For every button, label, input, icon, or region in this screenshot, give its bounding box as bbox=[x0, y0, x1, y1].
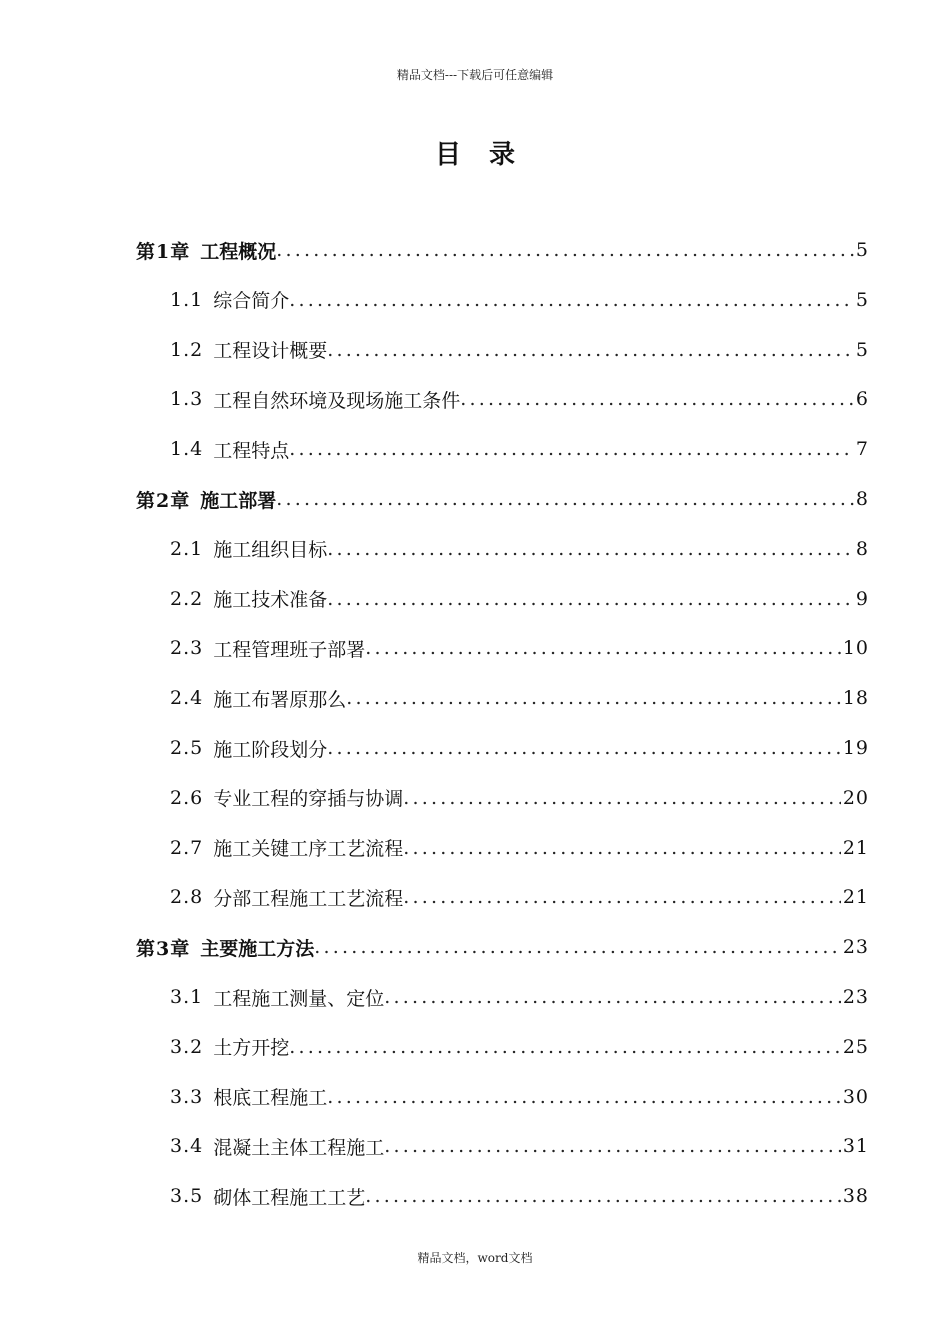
toc-entry-title: 工程概况 bbox=[200, 240, 277, 263]
toc-entry-number: 3.3 bbox=[170, 1085, 204, 1108]
toc-entry-page-number: 21 bbox=[842, 836, 869, 859]
toc-section-entry[interactable] bbox=[170, 1176, 869, 1216]
toc-section-entry[interactable] bbox=[170, 877, 869, 917]
toc-dot-leader bbox=[346, 687, 841, 709]
toc-section-entry[interactable] bbox=[170, 728, 869, 768]
toc-entry-page-number: 23 bbox=[842, 936, 869, 959]
toc-dot-leader bbox=[276, 488, 854, 510]
toc-dot-leader bbox=[460, 388, 854, 410]
toc-section-entry[interactable] bbox=[170, 330, 869, 370]
toc-dot-leader bbox=[403, 837, 841, 859]
toc-entry-page-number: 8 bbox=[855, 488, 869, 510]
toc-chapter-entry[interactable] bbox=[136, 479, 869, 519]
toc-entry-number: 第2章 bbox=[136, 489, 191, 512]
page-header: 精品文档---下载后可任意编辑 bbox=[396, 68, 554, 82]
toc-entry-title: 混凝土主体工程施工 bbox=[213, 1136, 385, 1159]
toc-entry-page-number: 6 bbox=[855, 388, 869, 411]
toc-dot-leader bbox=[384, 986, 841, 1008]
toc-entry-page-number: 5 bbox=[855, 239, 869, 261]
toc-dot-leader bbox=[289, 438, 854, 460]
toc-entry-number: 3.1 bbox=[170, 986, 204, 1008]
toc-section-entry[interactable] bbox=[170, 579, 869, 619]
toc-entry-page-number: 5 bbox=[855, 338, 869, 361]
toc-section-entry[interactable] bbox=[170, 977, 869, 1017]
toc-entry-number: 1.2 bbox=[170, 338, 204, 361]
toc-dot-leader bbox=[276, 239, 854, 261]
toc-section-entry[interactable] bbox=[170, 828, 869, 868]
toc-dot-leader bbox=[327, 1086, 841, 1108]
toc-entry-title: 工程特点 bbox=[213, 439, 290, 462]
toc-entry-title: 工程设计概要 bbox=[213, 340, 328, 363]
toc-dot-leader bbox=[327, 339, 854, 361]
toc-entry-page-number: 25 bbox=[842, 1035, 869, 1058]
toc-entry-page-number: 9 bbox=[855, 587, 869, 610]
toc-dot-leader bbox=[403, 886, 841, 908]
toc-entry-title: 施工阶段划分 bbox=[213, 738, 328, 761]
toc-entry-title: 施工技术准备 bbox=[213, 589, 328, 612]
toc-entry-number: 3.4 bbox=[170, 1135, 204, 1158]
toc-entry-title: 砌体工程施工工艺 bbox=[213, 1186, 366, 1209]
toc-section-entry[interactable] bbox=[170, 1126, 869, 1166]
toc-entry-page-number: 23 bbox=[842, 986, 869, 1008]
toc-entry-number: 1.3 bbox=[170, 388, 204, 411]
toc-entry-number: 2.1 bbox=[170, 537, 204, 560]
toc-entry-page-number: 21 bbox=[842, 886, 869, 909]
toc-entry-number: 2.7 bbox=[170, 836, 204, 859]
toc-dot-leader bbox=[365, 637, 841, 659]
toc-entry-title: 工程管理班子部署 bbox=[213, 638, 366, 661]
toc-section-entry[interactable] bbox=[170, 678, 869, 718]
toc-chapter-entry[interactable] bbox=[136, 927, 869, 967]
toc-dot-leader bbox=[403, 787, 841, 809]
toc-entry-page-number: 5 bbox=[855, 288, 869, 311]
toc-dot-leader bbox=[327, 538, 854, 560]
toc-entry-title: 根底工程施工 bbox=[213, 1087, 328, 1110]
toc-entry-title: 施工布署原那么 bbox=[213, 688, 347, 711]
toc-entry-page-number: 18 bbox=[842, 687, 869, 710]
toc-entry-number: 第3章 bbox=[136, 937, 191, 960]
toc-section-entry[interactable] bbox=[170, 1027, 869, 1067]
toc-entry-number: 1.1 bbox=[170, 288, 204, 311]
toc-entry-title: 专业工程的穿插与协调 bbox=[213, 788, 404, 811]
toc-section-entry[interactable] bbox=[170, 529, 869, 569]
toc-section-entry[interactable] bbox=[170, 429, 869, 469]
toc-entry-title: 工程自然环境及现场施工条件 bbox=[213, 389, 461, 412]
toc-section-entry[interactable] bbox=[170, 379, 869, 419]
toc-entry-title: 主要施工方法 bbox=[200, 937, 315, 960]
page-title: 目录 bbox=[434, 140, 543, 170]
toc-entry-title: 施工部署 bbox=[200, 489, 277, 512]
toc-entry-page-number: 31 bbox=[842, 1135, 869, 1158]
toc-entry-page-number: 30 bbox=[842, 1085, 869, 1108]
toc-section-entry[interactable] bbox=[170, 1077, 869, 1117]
toc-entry-page-number: 7 bbox=[855, 438, 869, 461]
toc-dot-leader bbox=[327, 737, 841, 759]
toc-dot-leader bbox=[365, 1185, 841, 1207]
toc-entry-number: 1.4 bbox=[170, 438, 204, 461]
toc-entry-number: 2.6 bbox=[170, 786, 204, 809]
toc-entry-number: 3.2 bbox=[170, 1035, 204, 1058]
toc-entry-title: 工程施工测量、定位 bbox=[213, 987, 385, 1010]
toc-entry-title: 综合简介 bbox=[213, 290, 290, 313]
toc-dot-leader bbox=[289, 1036, 841, 1058]
toc-entry-number: 2.4 bbox=[170, 687, 204, 710]
toc-chapter-entry[interactable] bbox=[136, 230, 869, 270]
toc-entry-page-number: 8 bbox=[855, 537, 869, 560]
page-footer: 精品文档，word文档 bbox=[417, 1251, 533, 1265]
toc-entry-number: 2.2 bbox=[170, 587, 204, 610]
toc-section-entry[interactable] bbox=[170, 628, 869, 668]
toc-entry-number: 第1章 bbox=[136, 240, 191, 263]
toc-dot-leader bbox=[314, 936, 841, 958]
toc-section-entry[interactable] bbox=[170, 280, 869, 320]
toc-entry-number: 3.5 bbox=[170, 1185, 204, 1208]
toc-section-entry[interactable] bbox=[170, 778, 869, 818]
toc-entry-page-number: 38 bbox=[842, 1185, 869, 1208]
toc-entry-title: 分部工程施工工艺流程 bbox=[213, 887, 404, 910]
toc-entry-title: 施工组织目标 bbox=[213, 539, 328, 562]
toc-entry-number: 2.8 bbox=[170, 886, 204, 909]
toc-entry-title: 施工关键工序工艺流程 bbox=[213, 838, 404, 861]
toc-dot-leader bbox=[384, 1135, 841, 1157]
toc-entry-title: 土方开挖 bbox=[213, 1037, 290, 1060]
toc-entry-number: 2.5 bbox=[170, 737, 204, 759]
toc-entry-page-number: 19 bbox=[842, 737, 869, 759]
toc-dot-leader bbox=[289, 289, 854, 311]
toc-entry-page-number: 10 bbox=[842, 637, 869, 660]
toc-entry-page-number: 20 bbox=[842, 786, 869, 809]
toc-dot-leader bbox=[327, 588, 854, 610]
toc-entry-number: 2.3 bbox=[170, 637, 204, 660]
